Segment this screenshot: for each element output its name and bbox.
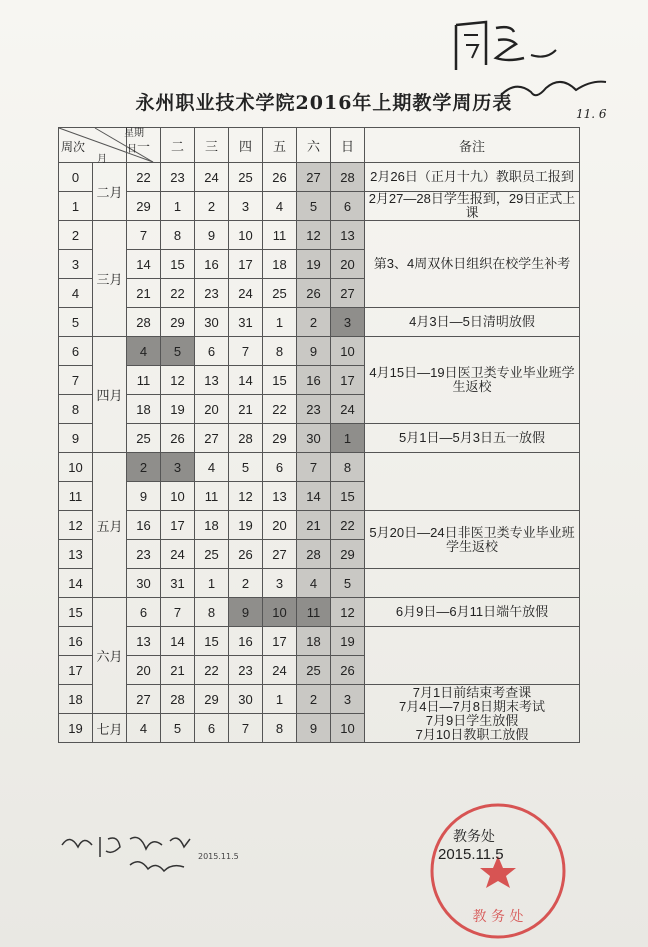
document-title: 永州职业技术学院2016年上期教学周历表 — [135, 92, 513, 114]
week-number: 16 — [59, 627, 93, 656]
day-cell: 29 — [263, 424, 297, 453]
week-number: 7 — [59, 366, 93, 395]
day-cell: 31 — [229, 308, 263, 337]
day-cell: 25 — [263, 279, 297, 308]
day-cell: 19 — [161, 395, 195, 424]
day-cell: 26 — [161, 424, 195, 453]
week-number: 4 — [59, 279, 93, 308]
day-cell: 8 — [263, 337, 297, 366]
day-cell: 10 — [263, 598, 297, 627]
day-cell: 17 — [229, 250, 263, 279]
day-cell: 17 — [331, 366, 365, 395]
day-cell: 24 — [161, 540, 195, 569]
day-cell: 3 — [263, 569, 297, 598]
stamp-date: 2015.11.5 — [438, 846, 504, 863]
day-cell: 6 — [195, 337, 229, 366]
note-text: 7月9日学生放假 — [425, 712, 519, 728]
day-cell: 28 — [127, 308, 161, 337]
day-cell: 4 — [195, 453, 229, 482]
day-cell: 22 — [195, 656, 229, 685]
day-cell: 5 — [331, 569, 365, 598]
day-cell: 28 — [297, 540, 331, 569]
note-cell — [365, 221, 580, 308]
day-cell: 2 — [127, 453, 161, 482]
day-cell: 1 — [331, 424, 365, 453]
week-row — [59, 308, 580, 337]
day-cell: 10 — [331, 337, 365, 366]
review-signature-date: 2015.11.5 — [198, 852, 239, 861]
day-cell: 13 — [195, 366, 229, 395]
day-cell: 22 — [127, 163, 161, 192]
day-cell: 5 — [229, 453, 263, 482]
day-cell: 18 — [195, 511, 229, 540]
header-month-label: 月 — [97, 154, 107, 165]
day-cell: 3 — [331, 685, 365, 714]
day-cell: 12 — [297, 221, 331, 250]
svg-text:11. 6: 11. 6 — [576, 107, 607, 121]
week-number: 14 — [59, 569, 93, 598]
day-cell: 23 — [127, 540, 161, 569]
week-number: 9 — [59, 424, 93, 453]
day-cell: 3 — [161, 453, 195, 482]
day-cell: 25 — [229, 163, 263, 192]
day-cell: 13 — [127, 627, 161, 656]
day-cell: 26 — [331, 656, 365, 685]
day-cell: 14 — [229, 366, 263, 395]
day-cell: 9 — [127, 482, 161, 511]
month-label: 三月 — [93, 221, 127, 337]
month-label: 五月 — [93, 453, 127, 598]
day-cell: 27 — [195, 424, 229, 453]
note-cell — [365, 308, 580, 337]
week-number: 3 — [59, 250, 93, 279]
day-cell: 1 — [263, 685, 297, 714]
day-cell: 13 — [331, 221, 365, 250]
header-weekday: 二 — [161, 128, 195, 163]
month-label: 六月 — [93, 598, 127, 714]
day-cell: 23 — [161, 163, 195, 192]
day-cell: 22 — [161, 279, 195, 308]
week-number: 13 — [59, 540, 93, 569]
day-cell: 24 — [331, 395, 365, 424]
day-cell: 5 — [161, 714, 195, 743]
day-cell: 9 — [229, 598, 263, 627]
day-cell: 28 — [229, 424, 263, 453]
header-weekday: 六 — [297, 128, 331, 163]
day-cell: 29 — [331, 540, 365, 569]
day-cell: 10 — [331, 714, 365, 743]
day-cell: 2 — [297, 685, 331, 714]
day-cell: 22 — [331, 511, 365, 540]
day-cell: 19 — [229, 511, 263, 540]
week-number: 2 — [59, 221, 93, 250]
day-cell: 26 — [263, 163, 297, 192]
week-number: 15 — [59, 598, 93, 627]
day-cell: 3 — [229, 192, 263, 221]
day-cell: 29 — [195, 685, 229, 714]
week-number: 19 — [59, 714, 93, 743]
week-number: 10 — [59, 453, 93, 482]
header-week-label: 周次 — [61, 140, 86, 154]
note-text: 7月1日前结束考查课 — [412, 684, 532, 700]
day-cell: 6 — [127, 598, 161, 627]
note-text: 第3、4周双休日组织在校学生补考 — [373, 256, 571, 271]
day-cell: 2 — [297, 308, 331, 337]
note-cell — [365, 163, 580, 192]
stamp-label: 教务处 — [453, 829, 495, 845]
day-cell: 29 — [127, 192, 161, 221]
day-cell: 6 — [263, 453, 297, 482]
day-cell: 1 — [161, 192, 195, 221]
review-signature — [60, 825, 280, 885]
note-cell — [365, 569, 580, 598]
day-cell: 18 — [297, 627, 331, 656]
day-cell: 7 — [229, 337, 263, 366]
day-cell: 14 — [127, 250, 161, 279]
day-cell: 20 — [263, 511, 297, 540]
day-cell: 14 — [161, 627, 195, 656]
day-cell: 12 — [331, 598, 365, 627]
day-cell: 27 — [331, 279, 365, 308]
day-cell: 3 — [331, 308, 365, 337]
week-row — [59, 424, 580, 453]
day-cell: 18 — [127, 395, 161, 424]
day-cell: 17 — [161, 511, 195, 540]
note-text: 5月1日—5月3日五一放假 — [399, 430, 545, 445]
header-weekday: 一 — [127, 128, 161, 163]
day-cell: 2 — [229, 569, 263, 598]
header-notes: 备注 — [365, 128, 580, 163]
week-number: 11 — [59, 482, 93, 511]
week-number: 6 — [59, 337, 93, 366]
day-cell: 14 — [297, 482, 331, 511]
week-row — [59, 627, 580, 656]
day-cell: 30 — [195, 308, 229, 337]
day-cell: 11 — [127, 366, 161, 395]
day-cell: 9 — [297, 337, 331, 366]
day-cell: 7 — [297, 453, 331, 482]
note-cell — [365, 453, 580, 511]
day-cell: 4 — [127, 714, 161, 743]
day-cell: 13 — [263, 482, 297, 511]
day-cell: 15 — [195, 627, 229, 656]
day-cell: 9 — [195, 221, 229, 250]
day-cell: 26 — [297, 279, 331, 308]
note-cell — [365, 511, 580, 569]
day-cell: 24 — [229, 279, 263, 308]
week-row — [59, 685, 580, 714]
day-cell: 8 — [331, 453, 365, 482]
week-row — [59, 337, 580, 366]
note-cell — [365, 192, 580, 221]
day-cell: 21 — [127, 279, 161, 308]
day-cell: 24 — [263, 656, 297, 685]
header-weekday: 四 — [229, 128, 263, 163]
week-number: 18 — [59, 685, 93, 714]
header-weekday-label: 星期 — [124, 128, 144, 139]
day-cell: 25 — [127, 424, 161, 453]
note-text: 2月26日（正月十九）教职员工报到 — [370, 169, 574, 184]
day-cell: 7 — [127, 221, 161, 250]
day-cell: 15 — [331, 482, 365, 511]
day-cell: 16 — [229, 627, 263, 656]
day-cell: 6 — [331, 192, 365, 221]
day-cell: 7 — [229, 714, 263, 743]
month-label: 四月 — [93, 337, 127, 453]
week-row — [59, 598, 580, 627]
day-cell: 15 — [161, 250, 195, 279]
note-text: 6月9日—6月11日端午放假 — [395, 604, 549, 619]
day-cell: 20 — [331, 250, 365, 279]
day-cell: 4 — [297, 569, 331, 598]
day-cell: 16 — [297, 366, 331, 395]
week-number: 1 — [59, 192, 93, 221]
note-cell — [365, 685, 580, 743]
day-cell: 15 — [263, 366, 297, 395]
official-seal — [418, 796, 578, 941]
header-weekday: 五 — [263, 128, 297, 163]
day-cell: 12 — [161, 366, 195, 395]
header-weekday: 三 — [195, 128, 229, 163]
day-cell: 4 — [127, 337, 161, 366]
day-cell: 8 — [195, 598, 229, 627]
day-cell: 31 — [161, 569, 195, 598]
day-cell: 18 — [263, 250, 297, 279]
week-row — [59, 453, 580, 482]
note-cell — [365, 598, 580, 627]
day-cell: 27 — [297, 163, 331, 192]
day-cell: 1 — [263, 308, 297, 337]
day-cell: 11 — [297, 598, 331, 627]
header-day-label: 日 — [127, 144, 137, 155]
header-weekday: 日 — [331, 128, 365, 163]
week-row — [59, 192, 580, 221]
day-cell: 25 — [195, 540, 229, 569]
note-cell — [365, 424, 580, 453]
day-cell: 26 — [229, 540, 263, 569]
header-corner — [59, 128, 144, 165]
week-row — [59, 511, 580, 540]
note-text: 5月20日—24日非医卫类专业毕业班学生返校 — [369, 524, 575, 554]
day-cell: 10 — [229, 221, 263, 250]
day-cell: 9 — [297, 714, 331, 743]
approval-signature — [436, 10, 636, 120]
week-number: 0 — [59, 163, 93, 192]
day-cell: 5 — [297, 192, 331, 221]
day-cell: 27 — [127, 685, 161, 714]
note-text: 7月4日—7月8日期末考试 — [399, 698, 545, 714]
month-label: 二月 — [93, 163, 127, 221]
day-cell: 23 — [229, 656, 263, 685]
day-cell: 11 — [263, 221, 297, 250]
week-row — [59, 221, 580, 250]
note-cell — [365, 337, 580, 424]
day-cell: 12 — [229, 482, 263, 511]
day-cell: 6 — [195, 714, 229, 743]
day-cell: 21 — [297, 511, 331, 540]
day-cell: 8 — [263, 714, 297, 743]
day-cell: 23 — [297, 395, 331, 424]
day-cell: 28 — [161, 685, 195, 714]
day-cell: 1 — [195, 569, 229, 598]
note-cell — [365, 627, 580, 685]
day-cell: 24 — [195, 163, 229, 192]
day-cell: 30 — [229, 685, 263, 714]
day-cell: 21 — [161, 656, 195, 685]
day-cell: 2 — [195, 192, 229, 221]
day-cell: 10 — [161, 482, 195, 511]
day-cell: 30 — [297, 424, 331, 453]
svg-text:教 务 处: 教 务 处 — [472, 909, 524, 925]
day-cell: 20 — [127, 656, 161, 685]
day-cell: 17 — [263, 627, 297, 656]
day-cell: 28 — [331, 163, 365, 192]
note-text: 2月27—28日学生报到，29日正式上课 — [368, 191, 576, 220]
day-cell: 11 — [195, 482, 229, 511]
week-row — [59, 163, 580, 192]
week-number: 12 — [59, 511, 93, 540]
day-cell: 30 — [127, 569, 161, 598]
day-cell: 20 — [195, 395, 229, 424]
week-number: 8 — [59, 395, 93, 424]
note-text: 4月3日—5日清明放假 — [409, 314, 535, 329]
day-cell: 5 — [161, 337, 195, 366]
calendar-table — [58, 127, 580, 743]
week-number: 17 — [59, 656, 93, 685]
month-label: 七月 — [93, 714, 127, 743]
day-cell: 25 — [297, 656, 331, 685]
note-text: 4月15日—19日医卫类专业毕业班学生返校 — [369, 365, 575, 394]
note-text: 7月10日教职工放假 — [415, 726, 529, 742]
day-cell: 19 — [331, 627, 365, 656]
day-cell: 4 — [263, 192, 297, 221]
day-cell: 21 — [229, 395, 263, 424]
week-row — [59, 569, 580, 598]
day-cell: 27 — [263, 540, 297, 569]
day-cell: 8 — [161, 221, 195, 250]
day-cell: 19 — [297, 250, 331, 279]
day-cell: 7 — [161, 598, 195, 627]
day-cell: 16 — [195, 250, 229, 279]
week-number: 5 — [59, 308, 93, 337]
day-cell: 22 — [263, 395, 297, 424]
day-cell: 16 — [127, 511, 161, 540]
day-cell: 23 — [195, 279, 229, 308]
day-cell: 29 — [161, 308, 195, 337]
